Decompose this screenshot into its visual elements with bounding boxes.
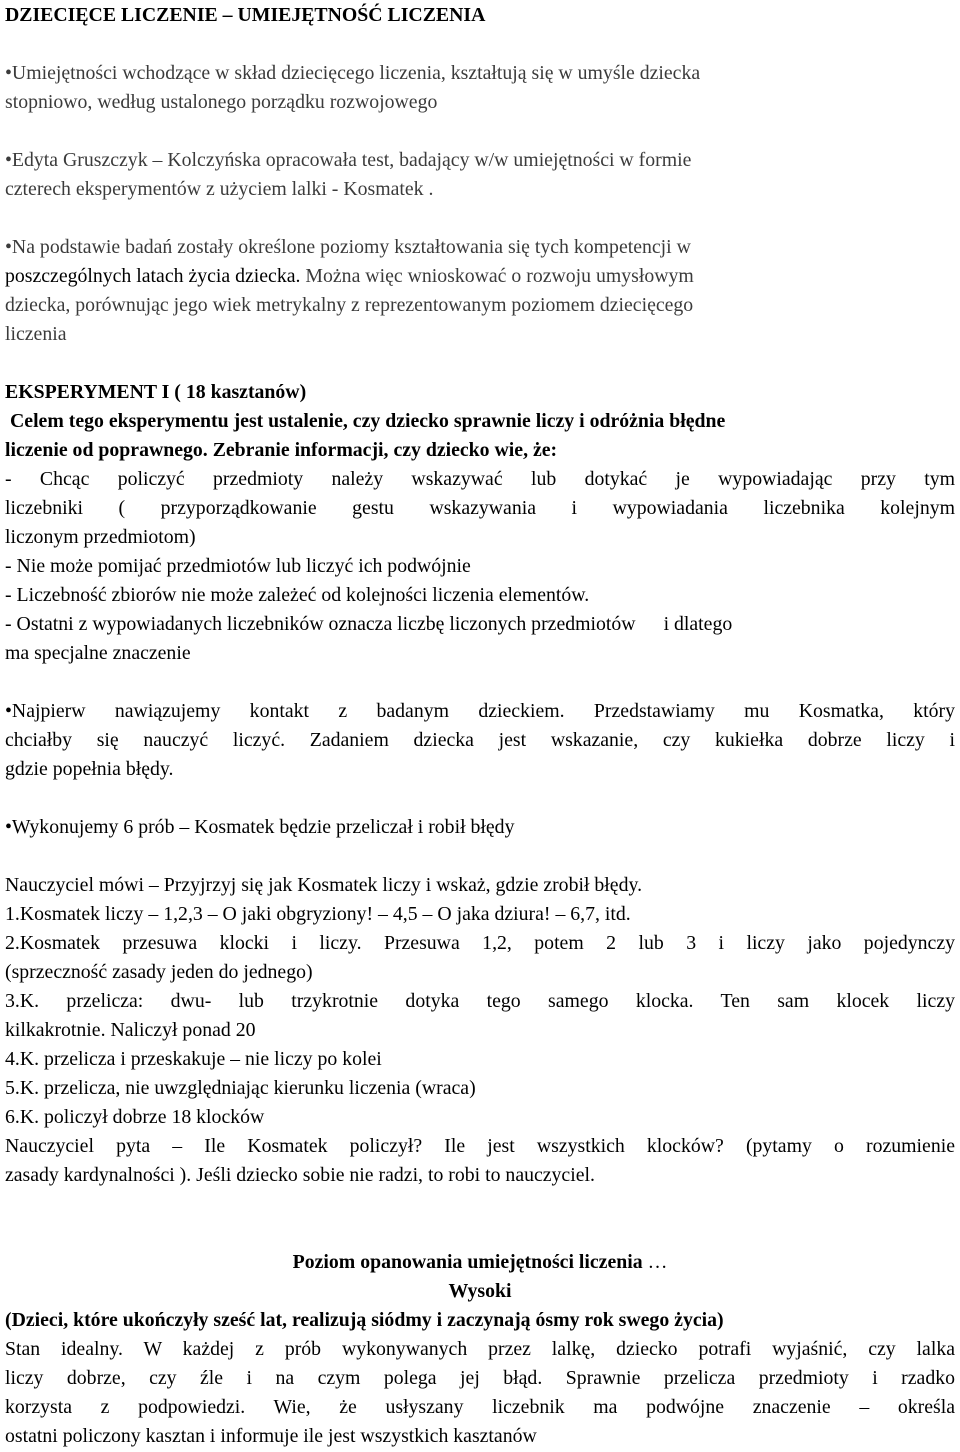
- experiment-goal-line-2: [5, 436, 955, 465]
- trial-1: 1.Kosmatek liczy – 1,2,3 – O jaki obgryziony! – 4,5 – O jaka dziura! – 6,7, itd.: [5, 903, 631, 925]
- level-heading-text: Poziom opanowania umiejętności liczenia: [292, 1251, 643, 1273]
- level-heading-ellipsis: …: [642, 1251, 668, 1273]
- experiment-rule-1-line-1: - Chcąc policzyć przedmioty należy wskazywać lub dotykać je wypowiadając przy tym: [5, 468, 955, 490]
- intro-paragraph-2-line-2: czterech eksperymentów z użyciem lalki - Kosmatek .: [5, 178, 434, 200]
- teacher-question-line-2: zasady kardynalności ). Jeśli dziecko sobie nie radzi, to robi to nauczyciel.: [5, 1164, 595, 1186]
- intro-paragraph-1-line-2: stopniowo, według ustalonego porządku rozwojowego: [5, 91, 438, 113]
- level-description-line-2: liczy dobrze, czy źle i na czym polega jej błąd. Sprawnie przelicza przedmioty i rzadko: [5, 1367, 955, 1389]
- level-description-line-4: ostatni policzony kasztan i informuje ile jest wszystkich kasztanów: [5, 1425, 537, 1447]
- intro-paragraph-1-line-1: •Umiejętności wchodzące w skład dziecięcego liczenia, kształtują się w umyśle dziecka: [5, 62, 701, 84]
- intro-paragraph-3-line-1: •Na podstawie badań zostały określone poziomy kształtowania się tych kompetencji w: [5, 236, 691, 258]
- level-heading: [5, 1248, 955, 1277]
- experiment-rule-1-line-2: liczebniki ( przyporządkowanie gestu wskazywania i wypowiadania liczebnika kolejnym: [5, 497, 955, 519]
- intro-paragraph-3-line-2: [5, 262, 955, 291]
- experiment-rule-4-line-1: [5, 610, 955, 639]
- level-high: Wysoki: [448, 1280, 512, 1302]
- experiment-rule-1-line-3: liczonym przedmiotom): [5, 526, 196, 548]
- experiment-rule-4-line-2: ma specjalne znaczenie: [5, 642, 191, 664]
- procedure-paragraph-1-line-3: gdzie popełnia błędy.: [5, 758, 174, 780]
- experiment-rule-3: - Liczebność zbiorów nie może zależeć od kolejności liczenia elementów.: [5, 584, 590, 606]
- intro-paragraph-2-line-1: •Edyta Gruszczyk – Kolczyńska opracowała test, badający w/w umiejętności w formie: [5, 149, 692, 171]
- level-age-group: (Dzieci, które ukończyły sześć lat, realizują siódmy i zaczynają ósmy rok swego życia): [5, 1309, 724, 1331]
- procedure-paragraph-1-line-2: chciałby się nauczyć liczyć. Zadaniem dziecka jest wskazanie, czy kukiełka dobrze liczy i: [5, 729, 955, 751]
- trial-3-line-2: kilkakrotnie. Naliczył ponad 20: [5, 1019, 256, 1041]
- procedure-paragraph-1-line-1: •Najpierw nawiązujemy kontakt z badanym dzieckiem. Przedstawiamy mu Kosmatka, który: [5, 700, 955, 722]
- level-description-line-3: korzysta z podpowiedzi. Wie, że usłyszany liczebnik ma podwójne znaczenie – określa: [5, 1396, 955, 1418]
- intro-paragraph-3-line-3: dziecka, porównując jego wiek metrykalny z reprezentowanym poziomem dziecięcego: [5, 294, 694, 316]
- trial-6: 6.K. policzył dobrze 18 klocków: [5, 1106, 265, 1128]
- intro-paragraph-3-line-2b: Można więc wnioskować o rozwoju umysłowym: [300, 265, 694, 287]
- experiment-goal-line-2b: Zebranie informacji, czy dziecko wie, że:: [207, 439, 558, 461]
- experiment-rule-4-line-1a: - Ostatni z wypowiadanych liczebników oznacza liczbę liczonych przedmiotów: [5, 613, 636, 635]
- experiment-goal-line-1: Celem tego eksperymentu jest ustalenie, czy dziecko sprawnie liczy i odróżnia błędne: [10, 410, 726, 432]
- level-description-line-1: Stan idealny. W każdej z prób wykonywanych przez lalkę, dziecko potrafi wyjaśnić, czy lalka: [5, 1338, 955, 1360]
- teacher-instruction: Nauczyciel mówi – Przyjrzyj się jak Kosmatek liczy i wskaż, gdzie zrobił błędy.: [5, 874, 643, 896]
- trial-5: 5.K. przelicza, nie uwzględniając kierunku liczenia (wraca): [5, 1077, 476, 1099]
- intro-paragraph-3-line-4: liczenia: [5, 323, 67, 345]
- experiment-goal-line-2a: liczenie od poprawnego.: [5, 439, 208, 461]
- trial-4: 4.K. przelicza i przeskakuje – nie liczy po kolei: [5, 1048, 382, 1070]
- intro-paragraph-3-line-2a: poszczególnych latach życia dziecka.: [5, 265, 301, 287]
- document-title: DZIECIĘCE LICZENIE – UMIEJĘTNOŚĆ LICZENIA: [5, 4, 486, 26]
- trial-2-line-2: (sprzeczność zasady jeden do jednego): [5, 961, 313, 983]
- experiment-rule-4-line-1b: i dlatego: [663, 613, 733, 635]
- experiment-heading: EKSPERYMENT I ( 18 kasztanów): [5, 381, 307, 403]
- trial-2-line-1: 2.Kosmatek przesuwa klocki i liczy. Przesuwa 1,2, potem 2 lub 3 i liczy jako pojedynczy: [5, 932, 955, 954]
- experiment-rule-2: - Nie może pomijać przedmiotów lub liczyć ich podwójnie: [5, 555, 471, 577]
- procedure-paragraph-2: •Wykonujemy 6 prób – Kosmatek będzie przeliczał i robił błędy: [5, 816, 515, 838]
- teacher-question-line-1: Nauczyciel pyta – Ile Kosmatek policzył? Ile jest wszystkich klocków? (pytamy o rozumienie: [5, 1135, 955, 1157]
- trial-3-line-1: 3.K. przelicza: dwu- lub trzykrotnie dotyka tego samego klocka. Ten sam klocek liczy: [5, 990, 955, 1012]
